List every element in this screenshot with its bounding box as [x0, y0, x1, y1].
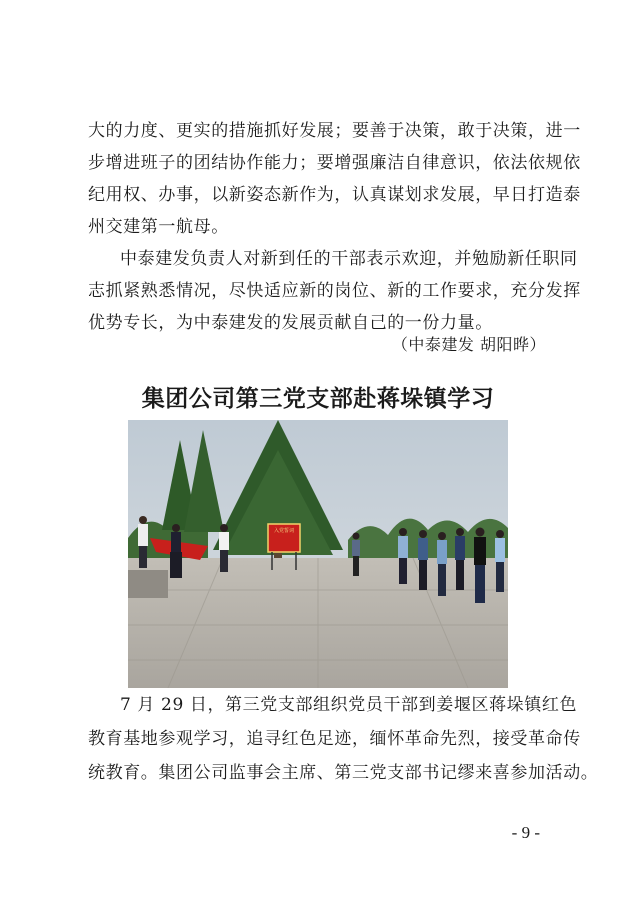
- steps: [128, 570, 168, 598]
- page-number: - 9 -: [511, 823, 540, 842]
- article-line-1: 大的力度、更实的措施抓好发展；要善于决策，敢于决策，进一: [88, 121, 581, 141]
- oath-sign-text: 入党誓词: [273, 528, 295, 534]
- event-line-1: 7 月 29 日，第三党支部组织党员干部到姜堰区蒋垛镇红色: [120, 695, 578, 715]
- article-line-3: 纪用权、办事，以新姿态新作为，认真谋划求发展，早日打造泰: [88, 185, 581, 205]
- event-line-2: 教育基地参观学习，追寻红色足迹，缅怀革命先烈，接受革命传: [88, 729, 581, 749]
- article-byline: （中泰建发 胡阳晔）: [391, 335, 546, 354]
- article-line-4: 州交建第一航母。: [88, 217, 229, 237]
- article-line-6: 志抓紧熟悉情况，尽快适应新的岗位、新的工作要求，充分发挥: [88, 281, 581, 301]
- article-line-2: 步增进班子的团结协作能力；要增强廉洁自律意识，依法依规依: [88, 153, 581, 173]
- article-title: 集团公司第三党支部赴蒋垛镇学习: [141, 386, 495, 412]
- event-line-3: 统教育。集团公司监事会主席、第三党支部书记缪来喜参加活动。: [88, 763, 599, 783]
- event-photo: [128, 420, 508, 688]
- article-line-5: 中泰建发负责人对新到任的干部表示欢迎，并勉励新任职同: [120, 249, 578, 269]
- article-line-7: 优势专长，为中泰建发的发展贡献自己的一份力量。: [88, 313, 493, 333]
